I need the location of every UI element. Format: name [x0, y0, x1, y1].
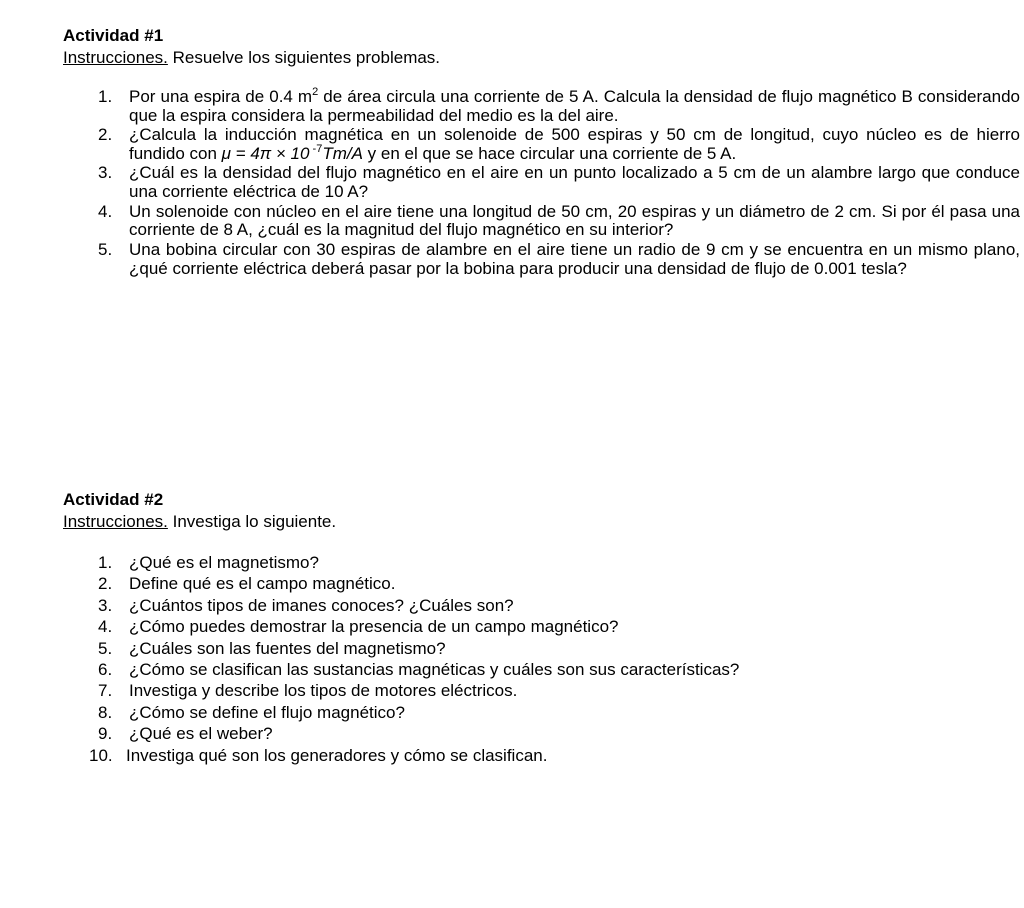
question-number: 8.	[98, 702, 113, 722]
question-number: 3.	[98, 595, 113, 615]
activity-2-instructions-label: Instrucciones.	[63, 512, 168, 531]
problem-text: Una bobina circular con 30 espiras de alambre en el aire tiene un radio de 9 cm y se encuentra en un mismo plano, ¿qué corriente eléctrica deberá pasar por la bobina para producir una densidad de flujo de 0.001 tesla?	[129, 239, 1020, 278]
question-text: ¿Cómo puedes demostrar la presencia de un campo magnético?	[129, 617, 619, 637]
activity-2-instructions-text: Investiga lo siguiente.	[167, 512, 337, 531]
activity-1-instructions-text: Resuelve los siguientes problemas.	[167, 48, 441, 67]
question-text: ¿Cuántos tipos de imanes conoces? ¿Cuáles son?	[129, 595, 514, 615]
question-number: 4.	[98, 617, 113, 637]
activity-1-instructions-label: Instrucciones.	[63, 48, 168, 67]
superscript: 2	[312, 86, 319, 98]
activity-2-section	[63, 490, 1020, 766]
math-unit: Tm/A	[322, 143, 363, 163]
superscript: -7	[309, 142, 323, 155]
question-number: 6.	[98, 660, 113, 680]
question-item-7	[63, 680, 1020, 701]
question-text: Investiga qué son los generadores y cómo se clasifican.	[126, 745, 548, 765]
problem-number: 3.	[98, 163, 113, 183]
question-item-10	[63, 745, 1020, 766]
document-page	[63, 26, 1020, 765]
question-number: 2.	[98, 574, 113, 594]
question-item-3	[63, 595, 1020, 616]
activity-1-section	[63, 26, 1020, 278]
question-item-8	[63, 702, 1020, 723]
problem-text-part: Por una espira de 0.4 m	[129, 87, 313, 106]
math-expression: μ = 4π × 10	[221, 143, 310, 163]
problem-item-4	[63, 203, 1020, 240]
activity-1-problem-list	[63, 88, 1020, 278]
problem-text-part: ¿Calcula la inducción magnética en un solenoide de 500 espiras y 50 cm de longitud, cuyo núcleo es de hierro fundido con	[129, 125, 1020, 163]
problem-number: 1.	[98, 87, 113, 106]
question-text: ¿Cómo se clasifican las sustancias magnéticas y cuáles son sus características?	[129, 660, 740, 680]
question-number: 9.	[98, 724, 113, 744]
problem-text-part: de área circula una corriente de 5 A. Calcula la densidad de flujo magnético B considerando que la espira considera la permeabilidad del medio es la del aire.	[129, 87, 1020, 125]
question-number: 10.	[89, 745, 113, 765]
activity-2-question-list	[63, 552, 1020, 766]
question-text: Define qué es el campo magnético.	[129, 574, 396, 594]
problem-number: 5.	[98, 239, 113, 259]
question-number: 1.	[98, 553, 113, 572]
question-text: ¿Qué es el weber?	[129, 724, 273, 744]
problem-text: ¿Cuál es la densidad del flujo magnético en el aire en un punto localizado a 5 cm de un alambre largo que conduce una corriente eléctrica de 10 A?	[129, 163, 1020, 202]
problem-item-1	[63, 88, 1020, 125]
question-text: ¿Qué es el magnetismo?	[129, 553, 319, 572]
question-item-5	[63, 638, 1020, 659]
question-number: 7.	[98, 681, 113, 701]
problem-item-5	[63, 241, 1020, 278]
activity-1-title: Actividad #1	[63, 26, 164, 45]
question-item-4	[63, 616, 1020, 637]
problem-text-part: y en el que se hace circular una corriente de 5 A.	[362, 143, 737, 163]
question-text: ¿Cuáles son las fuentes del magnetismo?	[129, 638, 446, 658]
problem-number: 4.	[98, 201, 113, 221]
question-item-2	[63, 573, 1020, 594]
question-item-9	[63, 723, 1020, 744]
question-item-1	[63, 552, 1020, 573]
problem-number: 2.	[98, 125, 113, 145]
question-item-6	[63, 659, 1020, 680]
activity-1-instructions	[63, 48, 1020, 68]
question-text: ¿Cómo se define el flujo magnético?	[129, 702, 405, 722]
activity-2-title: Actividad #2	[63, 490, 164, 509]
problem-text: Un solenoide con núcleo en el aire tiene una longitud de 50 cm, 20 espiras y un diámetro de 2 cm. Si por él pasa una corriente de 8 A, ¿cuál es la magnitud del flujo magnético en su interior?	[129, 201, 1020, 240]
activity-2-instructions	[63, 512, 1020, 532]
problem-item-2	[63, 126, 1020, 163]
question-number: 5.	[98, 638, 113, 658]
question-text: Investiga y describe los tipos de motores eléctricos.	[129, 681, 518, 701]
problem-item-3	[63, 164, 1020, 201]
